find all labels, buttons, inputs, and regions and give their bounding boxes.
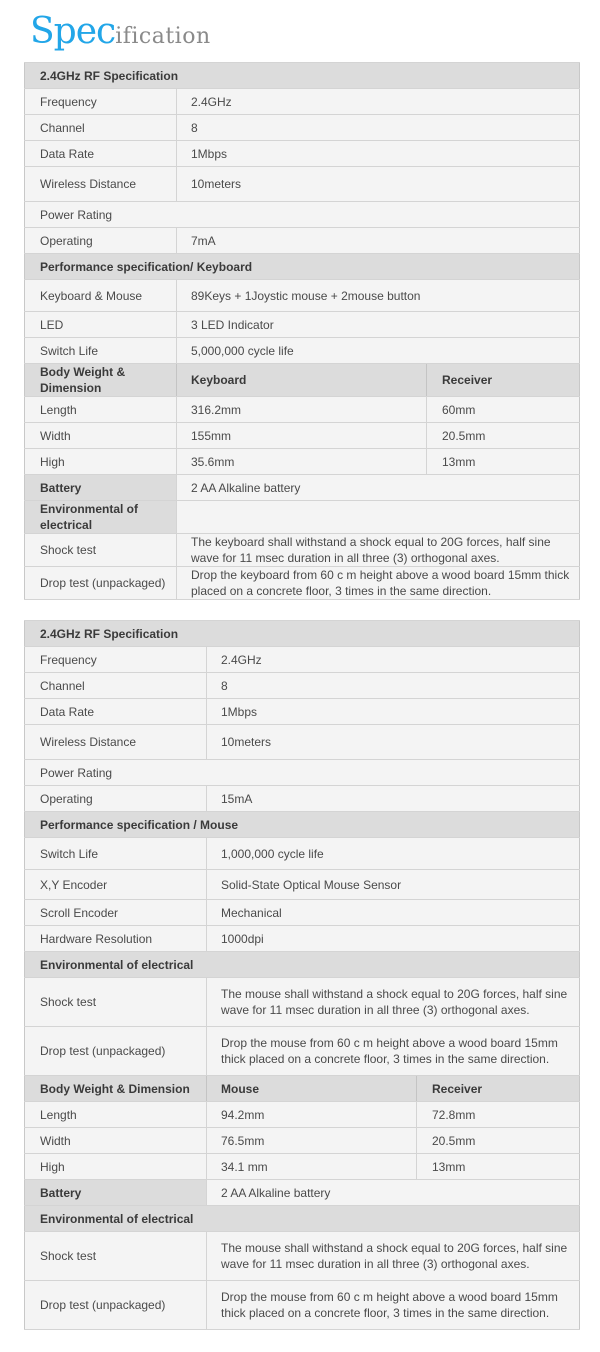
table-row xyxy=(25,228,580,254)
table-row xyxy=(25,926,580,952)
section-title: Body Weight & Dimension xyxy=(25,364,177,397)
table-row xyxy=(25,647,580,673)
row-value: 60mm xyxy=(427,397,580,423)
page-title xyxy=(30,12,211,52)
table-row xyxy=(25,870,580,900)
mouse-spec-table xyxy=(24,620,580,1330)
table-row xyxy=(25,1102,580,1128)
row-value: 89Keys + 1Joystic mouse + 2mouse button xyxy=(177,280,580,312)
table-row xyxy=(25,280,580,312)
table-row xyxy=(25,1128,580,1154)
row-value: 15mA xyxy=(207,786,580,812)
row-label: Power Rating xyxy=(25,202,580,228)
table-row xyxy=(25,115,580,141)
row-value: 8 xyxy=(177,115,580,141)
row-value: 2 AA Alkaline battery xyxy=(177,475,580,501)
section-header xyxy=(25,63,580,89)
title-big-part: Spec xyxy=(30,11,116,52)
row-label: Scroll Encoder xyxy=(25,900,207,926)
table-row xyxy=(25,501,580,534)
row-value: The keyboard shall withstand a shock equal to 20G forces, half sine wave for 11 msec duration in all three (3) orthogonal axes. xyxy=(177,534,580,567)
title-small-part: ification xyxy=(115,24,211,49)
column-header-receiver: Receiver xyxy=(427,364,580,397)
empty-cell xyxy=(177,501,580,534)
row-label: Drop test (unpackaged) xyxy=(25,1027,207,1076)
row-label: Data Rate xyxy=(25,699,207,725)
column-header-keyboard: Keyboard xyxy=(177,364,427,397)
row-value: 2.4GHz xyxy=(207,647,580,673)
row-value: 72.8mm xyxy=(417,1102,580,1128)
row-value: Drop the mouse from 60 c m height above a wood board 15mm thick placed on a concrete floor, 3 times in the same direction. xyxy=(207,1281,580,1330)
row-label: High xyxy=(25,449,177,475)
row-label: Battery xyxy=(25,1180,207,1206)
column-header-mouse: Mouse xyxy=(207,1076,417,1102)
table-row xyxy=(25,534,580,567)
row-label: Width xyxy=(25,423,177,449)
section-header xyxy=(25,364,580,397)
section-header xyxy=(25,812,580,838)
row-label: Hardware Resolution xyxy=(25,926,207,952)
row-value: Drop the mouse from 60 c m height above a wood board 15mm thick placed on a concrete floor, 3 times in the same direction. xyxy=(207,1027,580,1076)
table-row xyxy=(25,900,580,926)
row-label: Data Rate xyxy=(25,141,177,167)
table-row xyxy=(25,89,580,115)
row-label: Length xyxy=(25,1102,207,1128)
table-row xyxy=(25,567,580,600)
section-header xyxy=(25,1076,580,1102)
table-row xyxy=(25,1180,580,1206)
table-row xyxy=(25,397,580,423)
section-title: Environmental of electrical xyxy=(25,952,580,978)
row-label: Battery xyxy=(25,475,177,501)
row-label: Switch Life xyxy=(25,338,177,364)
row-value: 10meters xyxy=(177,167,580,202)
row-value: 10meters xyxy=(207,725,580,760)
table-row xyxy=(25,725,580,760)
row-label: Wireless Distance xyxy=(25,725,207,760)
row-value: 1,000,000 cycle life xyxy=(207,838,580,870)
table-row xyxy=(25,786,580,812)
table-row xyxy=(25,1281,580,1330)
row-value: 7mA xyxy=(177,228,580,254)
row-value: 20.5mm xyxy=(427,423,580,449)
row-label: Frequency xyxy=(25,647,207,673)
section-title: Performance specification / Mouse xyxy=(25,812,580,838)
row-value: 155mm xyxy=(177,423,427,449)
table-row xyxy=(25,202,580,228)
row-label: Frequency xyxy=(25,89,177,115)
row-value: 1Mbps xyxy=(177,141,580,167)
table-row xyxy=(25,760,580,786)
row-label: Operating xyxy=(25,786,207,812)
row-label: Drop test (unpackaged) xyxy=(25,567,177,600)
row-label: Power Rating xyxy=(25,760,580,786)
table-row xyxy=(25,475,580,501)
table-row xyxy=(25,312,580,338)
row-value: 1000dpi xyxy=(207,926,580,952)
row-label: Width xyxy=(25,1128,207,1154)
table-row xyxy=(25,167,580,202)
row-value: 3 LED Indicator xyxy=(177,312,580,338)
row-value: 94.2mm xyxy=(207,1102,417,1128)
row-label: Wireless Distance xyxy=(25,167,177,202)
table-row xyxy=(25,141,580,167)
table-row xyxy=(25,1232,580,1281)
section-header xyxy=(25,254,580,280)
row-value: Solid-State Optical Mouse Sensor xyxy=(207,870,580,900)
section-title: 2.4GHz RF Specification xyxy=(25,63,580,89)
section-title: Performance specification/ Keyboard xyxy=(25,254,580,280)
table-row xyxy=(25,423,580,449)
table-row xyxy=(25,699,580,725)
table-row xyxy=(25,838,580,870)
row-value: 2.4GHz xyxy=(177,89,580,115)
column-header-receiver: Receiver xyxy=(417,1076,580,1102)
row-label: Keyboard & Mouse xyxy=(25,280,177,312)
table-row xyxy=(25,978,580,1027)
section-header xyxy=(25,952,580,978)
table-row xyxy=(25,1027,580,1076)
keyboard-spec-table xyxy=(24,62,580,600)
row-value: 34.1 mm xyxy=(207,1154,417,1180)
row-label: Length xyxy=(25,397,177,423)
section-title: Environmental of electrical xyxy=(25,1206,580,1232)
row-value: 5,000,000 cycle life xyxy=(177,338,580,364)
section-header xyxy=(25,1206,580,1232)
row-value: The mouse shall withstand a shock equal to 20G forces, half sine wave for 11 msec duration in all three (3) orthogonal axes. xyxy=(207,978,580,1027)
row-value: 13mm xyxy=(417,1154,580,1180)
row-label: X,Y Encoder xyxy=(25,870,207,900)
row-value: 13mm xyxy=(427,449,580,475)
table-row xyxy=(25,449,580,475)
row-value: 76.5mm xyxy=(207,1128,417,1154)
section-header xyxy=(25,621,580,647)
row-label: Drop test (unpackaged) xyxy=(25,1281,207,1330)
section-title: Body Weight & Dimension xyxy=(25,1076,207,1102)
row-value: 35.6mm xyxy=(177,449,427,475)
row-label: Shock test xyxy=(25,534,177,567)
row-value: Drop the keyboard from 60 c m height above a wood board 15mm thick placed on a concrete floor, 3 times in the same direction. xyxy=(177,567,580,600)
section-title: 2.4GHz RF Specification xyxy=(25,621,580,647)
table-row xyxy=(25,673,580,699)
row-value: 316.2mm xyxy=(177,397,427,423)
row-label: Switch Life xyxy=(25,838,207,870)
row-value: Mechanical xyxy=(207,900,580,926)
row-label: Channel xyxy=(25,115,177,141)
row-label: Shock test xyxy=(25,1232,207,1281)
row-value: 2 AA Alkaline battery xyxy=(207,1180,580,1206)
table-row xyxy=(25,338,580,364)
row-label: LED xyxy=(25,312,177,338)
row-value: 20.5mm xyxy=(417,1128,580,1154)
row-label: High xyxy=(25,1154,207,1180)
row-label: Operating xyxy=(25,228,177,254)
row-label: Environmental of electrical xyxy=(25,501,177,534)
row-label: Channel xyxy=(25,673,207,699)
table-row xyxy=(25,1154,580,1180)
row-value: 8 xyxy=(207,673,580,699)
row-value: 1Mbps xyxy=(207,699,580,725)
row-value: The mouse shall withstand a shock equal to 20G forces, half sine wave for 11 msec duration in all three (3) orthogonal axes. xyxy=(207,1232,580,1281)
row-label: Shock test xyxy=(25,978,207,1027)
